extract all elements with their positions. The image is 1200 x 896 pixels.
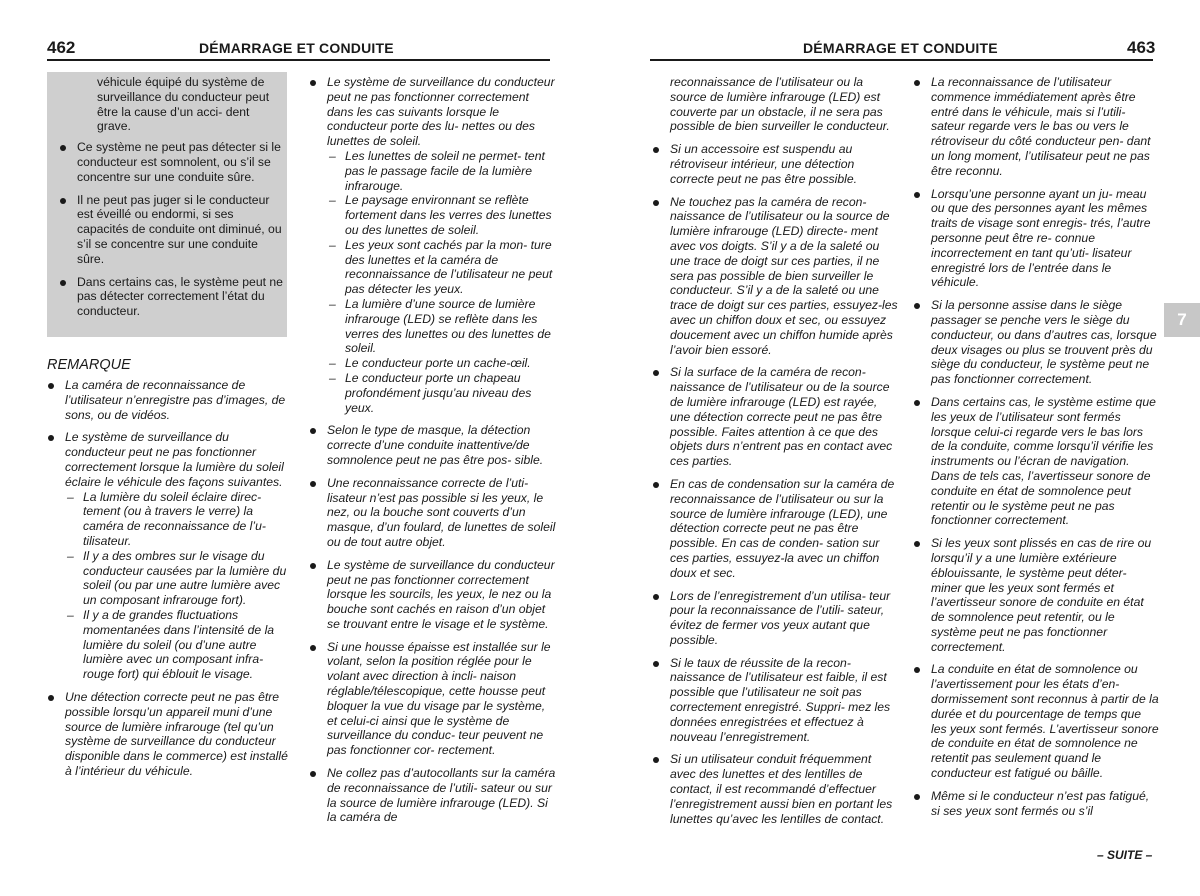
bullet-icon	[653, 594, 659, 600]
bullet-icon	[653, 661, 659, 667]
list-item: La conduite en état de somnolence ou l’avertissement pour les états d’en- dormissement sont reconnus à partir de la durée et du pourcentage de temps que les yeux sont fermés. L’avertisseur sonore de conduite en état de somnolence ne retentit pas seulement quand le conducteur est fatigué ou bâille.	[911, 662, 1159, 780]
bullet-icon	[914, 667, 920, 673]
left-column-1	[45, 378, 290, 787]
list-item: La reconnaissance de l’utilisateur commence immédiatement après être entré dans le véhicule, mais si l’utili- sateur regarde vers le bas ou vers le rétroviseur du côté conducteur pen- dant un long moment, l’utilisateur peut ne pas être reconnu.	[911, 75, 1159, 179]
bullet-icon	[914, 192, 920, 198]
list-item: Si le taux de réussite de la recon- naissance de l’utilisateur est faible, il est possible que l’utilisateur ne soit pas correctement enregistré. Suppri- mez les données enregistrées et effectuez à nouveau l’enregistrement.	[650, 656, 900, 745]
warning-item: Dans certains cas, le système peut ne pas détecter correctement l’état du conducteur.	[57, 275, 283, 319]
left-column-2	[307, 75, 557, 833]
warning-continuation: véhicule équipé du système de surveillance du conducteur peut être la cause d’un acci- dent grave.	[97, 75, 270, 134]
remark-title: REMARQUE	[47, 357, 131, 373]
dash-item: – Il y a des ombres sur le visage du conducteur causées par la lumière du soleil (ou par une autre lumière avec un composant infrarouge fort).	[67, 548, 287, 608]
bullet-icon	[48, 383, 54, 389]
bullet-icon	[653, 200, 659, 206]
list-item: Dans certains cas, le système estime que les yeux de l’utilisateur sont fermés lorsque celui-ci regarde vers le bas lors de la conduite, comme lorsqu’il vérifie les instruments ou l’écran de navigation. Dans de tels cas, l’avertisseur sonore de conduite en état de somnolence peut retentir ou le système peut ne pas fonctionner correctement.	[911, 395, 1159, 528]
list-item: Si la surface de la caméra de recon- naissance de l’utilisateur ou de la source de lumière infrarouge (LED) est rayée, une détection correcte peut ne pas être possible. Faites attention à ce que des objets durs n’entrent pas en contact avec ces parties.	[650, 365, 900, 469]
dash-item: – La lumière du soleil éclaire direc- tement (ou à travers le verre) la caméra de reconnaissance de l’u- tilisateur.	[67, 489, 266, 548]
list-item: Lors de l’enregistrement d’un utilisa- teur pour la reconnaissance de l’utili- sateur, évitez de fermer vos yeux autant que possible.	[650, 589, 900, 648]
list-item: Le système de surveillance du conducteur peut ne pas fonctionner correctement lorsque la lumière du soleil éclaire le véhicule des façons suivantes. – La lumière du soleil éclaire direc- tement (ou à travers le verre) la caméra de reconnaissance de l’u- tilisateur. – Il y a des ombres sur le visage du conducteur causées par la lumière du soleil (ou par une autre lumière avec un composant infrarouge fort). – Il y a de grandes fluctuations momentanées dans l’intensité de la lumière du soleil (ou d’une autre lumière avec un composant infra- rouge fort) qui éblouit le visage.	[45, 430, 290, 682]
bullet-icon	[310, 481, 316, 487]
chapter-tab: 7	[1164, 303, 1200, 337]
list-item: Une détection correcte peut ne pas être possible lorsqu’un appareil muni d’une source de lumière infrarouge (tel qu’un système de surveillance du conducteur disponible dans le commerce) est installé à l’intérieur du véhicule.	[45, 690, 290, 779]
bullet-icon	[914, 400, 920, 406]
warning-item: Il ne peut pas juger si le conducteur est éveillé ou endormi, si ses capacités de conduite ont diminué, ou s’il se concentre sur une conduite sûre.	[57, 193, 283, 267]
list-item: Si un utilisateur conduit fréquemment avec des lunettes et des lentilles de contact, il est recommandé d’effectuer l’enregistrement aussi bien en portant les lunettes qu’avec les lentilles de contact.	[650, 752, 900, 826]
list-item: La caméra de reconnaissance de l’utilisateur n’enregistre pas d’images, de sons, ou de vidéos.	[45, 378, 290, 422]
bullet-icon	[653, 757, 659, 763]
list-item: Selon le type de masque, la détection correcte d’une conduite inattentive/de somnolence peut ne pas être pos- sible.	[307, 423, 557, 467]
bullet-icon	[310, 563, 316, 569]
bullet-icon	[914, 541, 920, 547]
list-item: Si la personne assise dans le siège passager se penche vers le siège du conducteur, ou dans d’autres cas, lorsque deux visages ou plus se trouvent près du siège du conducteur, le système peut ne pas fonctionner correctement.	[911, 298, 1159, 387]
list-item: Si une housse épaisse est installée sur le volant, selon la position réglée pour le volant avec direction à incli- naison réglable/télescopique, cette housse peut bloquer la vue du visage par le système, et celui-ci ainsi que le système de surveillance du conduc- teur peuvent ne pas fonctionner cor- rectement.	[307, 640, 557, 758]
bullet-icon	[48, 435, 54, 441]
bullet-icon	[60, 145, 66, 151]
bullet-icon	[310, 80, 316, 86]
bullet-icon	[48, 695, 54, 701]
dash-item: – Le paysage environnant se reflète fortement dans les verres des lunettes ou des lunettes de soleil.	[329, 193, 552, 237]
dash-item: – Le conducteur porte un cache-œil.	[329, 356, 531, 371]
continuation-text: reconnaissance de l’utilisateur ou la source de lumière infrarouge (LED) est couverte par un obstacle, il ne sera pas possible de bien surveiller le conducteur.	[670, 75, 890, 134]
bullet-icon	[653, 370, 659, 376]
list-item: Lorsqu’une personne ayant un ju- meau ou que des personnes ayant les mêmes traits de visage sont enregis- trés, l’autre personne peut être re- connue incorrectement en tant qu’uti- lisateur enregistré lors de l’entrée dans le véhicule.	[911, 187, 1159, 291]
header-rule-left	[47, 59, 550, 61]
page-number-left: 462	[47, 38, 76, 57]
warning-list	[57, 140, 283, 319]
bullet-icon	[60, 280, 66, 286]
running-head-left: DÉMARRAGE ET CONDUITE	[199, 40, 394, 56]
right-column-1	[650, 75, 900, 834]
bullet-icon	[653, 147, 659, 153]
list-item: Une reconnaissance correcte de l’uti- lisateur n’est pas possible si les yeux, le nez, ou la bouche sont couverts d’un masque, d’un foulard, de lunettes de soleil ou de tout autre objet.	[307, 476, 557, 550]
continued-marker: – SUITE –	[1097, 848, 1153, 862]
dash-item: – Les lunettes de soleil ne permet- tent pas le passage facile de la lumière infrarouge.	[329, 148, 545, 193]
bullet-icon	[310, 771, 316, 777]
bullet-icon	[653, 482, 659, 488]
bullet-icon	[914, 80, 920, 86]
dash-list	[327, 149, 557, 415]
list-item: Le système de surveillance du conducteur peut ne pas fonctionner correctement dans les cas suivants lorsque le conducteur porte des lu- nettes ou des lunettes de soleil. – Les lunettes de soleil ne permet- tent pas le passage facile de la lumière infrarouge. – Le paysage environnant se reflète fortement dans les verres des lunettes ou des lunettes de soleil. – Les yeux sont cachés par la mon- ture des lunettes et la caméra de reconnaissance de l’utilisateur ne peut pas détecter les yeux. – La lumière d’une source de lumière infrarouge (LED) se reflète dans les verres des lunettes ou des lunettes de soleil. – Le conducteur porte un cache-œil. – Le conducteur porte un chapeau profondément jusqu’au niveau des yeux.	[307, 75, 557, 415]
dash-item: – Il y a de grandes fluctuations momentanées dans l’intensité de la lumière du soleil (ou d’une autre lumière avec un composant infra- rouge fort) qui éblouit le visage.	[67, 607, 275, 682]
list-item: Si les yeux sont plissés en cas de rire ou lorsqu’il y a une lumière extérieure éblouissante, le système peut déter- miner que les yeux sont fermés et l’avertisseur sonore de conduite en état de somnolence peut retentir, ou le système peut ne pas fonctionner correctement.	[911, 536, 1159, 654]
dash-item: – La lumière d’une source de lumière infrarouge (LED) se reflète dans les verres des lunettes ou des lunettes de soleil.	[329, 296, 551, 356]
list-item: Ne touchez pas la caméra de recon- naissance de l’utilisateur ou la source de lumière infrarouge (LED) directe- ment avec vos doigts. S’il y a de la saleté ou une trace de doigt sur ces parties, il ne sera pas possible de bien surveiller le conducteur. S’il y a de la saleté ou une trace de doigt sur ces parties, essuyez-les avec un chiffon doux et sec, ou essuyez doucement avec un chiffon humide après l’avoir bien essoré.	[650, 195, 900, 358]
running-head-right: DÉMARRAGE ET CONDUITE	[803, 40, 998, 56]
bullet-icon	[914, 794, 920, 800]
bullet-icon	[914, 303, 920, 309]
bullet-icon	[310, 645, 316, 651]
warning-box-text	[57, 75, 283, 327]
dash-list	[65, 490, 290, 682]
list-item: Le système de surveillance du conducteur peut ne pas fonctionner correctement lorsque les sourcils, les yeux, le nez ou la bouche sont cachés en raison d’un objet se trouvant entre le visage et le système.	[307, 558, 557, 632]
bullet-icon	[310, 428, 316, 434]
header-rule-right	[650, 59, 1153, 61]
page-number-right: 463	[1127, 38, 1156, 57]
warning-item: Ce système ne peut pas détecter si le conducteur est somnolent, ou s’il se concentre sur une conduite sûre.	[57, 140, 283, 184]
list-item: En cas de condensation sur la caméra de reconnaissance de l’utilisateur ou sur la source de lumière infrarouge (LED), une détection correcte peut ne pas être possible. En cas de conden- sation sur ces parties, essuyez-la avec un chiffon doux et sec.	[650, 477, 900, 581]
list-item: Ne collez pas d’autocollants sur la caméra de reconnaissance de l’utili- sateur ou sur la source de lumière infrarouge (LED). Si la caméra de	[307, 766, 557, 825]
dash-item: – Les yeux sont cachés par la mon- ture des lunettes et la caméra de reconnaissance de l’utilisateur ne peut pas détecter les yeux.	[329, 237, 553, 297]
list-item: Même si le conducteur n’est pas fatigué, si ses yeux sont fermés ou s’il	[911, 789, 1159, 819]
list-item: Si un accessoire est suspendu au rétroviseur intérieur, une détection correcte peut ne pas être possible.	[650, 142, 900, 186]
dash-item: – Le conducteur porte un chapeau profondément jusqu’au niveau des yeux.	[329, 370, 532, 415]
right-column-2	[911, 75, 1159, 826]
bullet-icon	[60, 198, 66, 204]
